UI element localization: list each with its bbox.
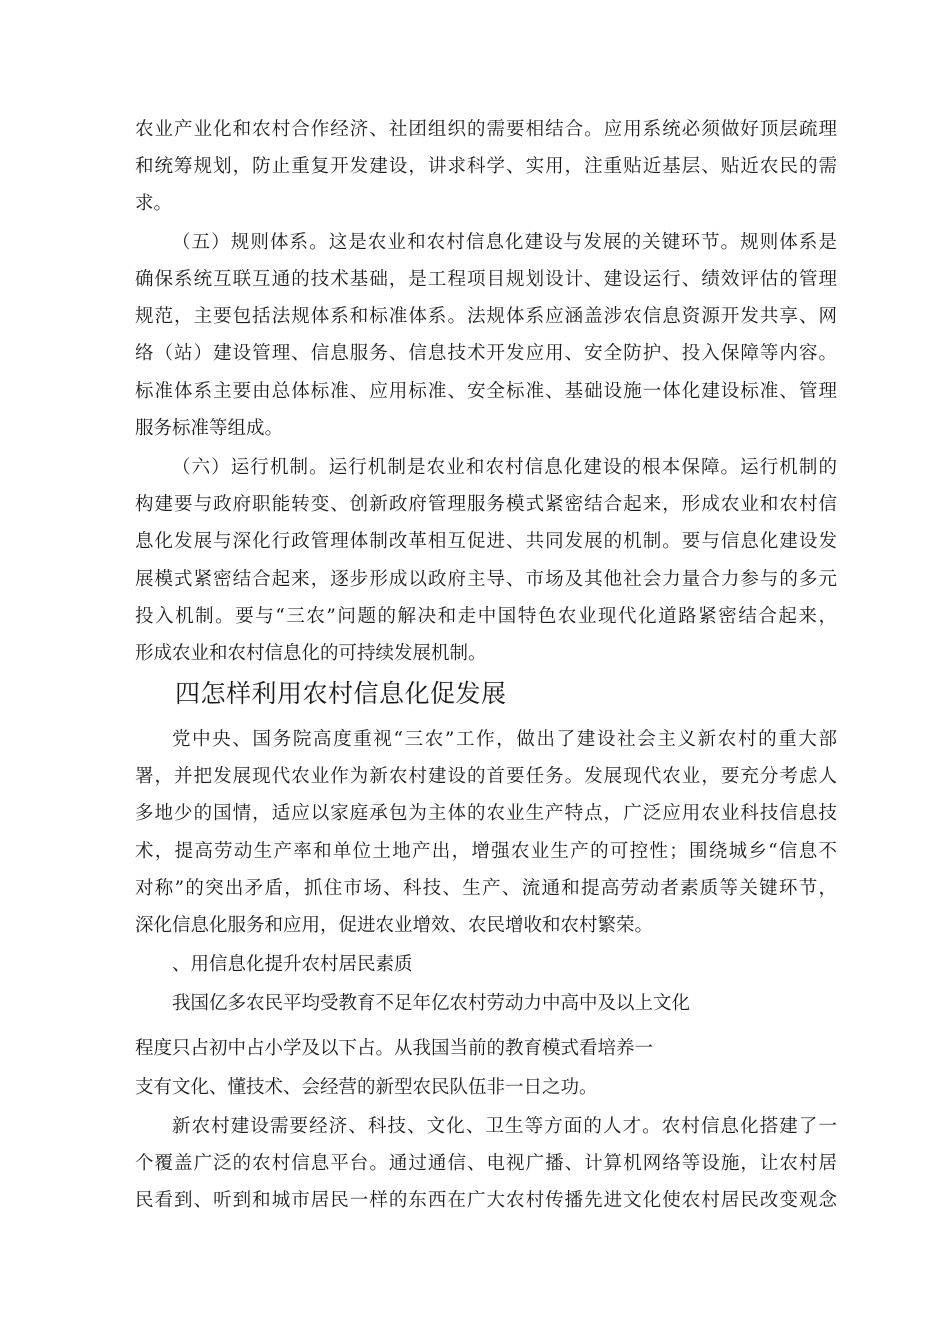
paragraph-line: 多地少的国情，适应以家庭承包为主体的农业生产特点，广泛应用农业科技信息技 [135,803,837,824]
paragraph-line: 农业产业化和农村合作经济、社团组织的需要相结合。应用系统必须做好顶层疏理 [135,119,837,140]
paragraph-line: 服务标准等组成。 [135,418,284,439]
paragraph-line: 规范，主要包括法规体系和标准体系。法规体系应涵盖涉农信息资源开发共享、网 [135,306,837,327]
paragraph-line: 息化发展与深化行政管理体制改革相互促进、共同发展的机制。要与信息化建设发 [135,531,837,552]
paragraph-line: 程度只占初中占小学及以下占。从我国当前的教育模式看培养一 [135,1038,654,1059]
paragraph-line: 个覆盖广泛的农村信息平台。通过通信、电视广播、计算机网络等设施，让农村居 [135,1153,837,1174]
paragraph-line: 民看到、听到和城市居民一样的东西在广大农村传播先进文化使农村居民改变观念 [135,1190,837,1211]
subsection-heading: 、用信息化提升农村居民素质 [172,954,413,975]
paragraph-line: 新农村建设需要经济、科技、文化、卫生等方面的人才。农村信息化搭建了一 [172,1116,837,1137]
paragraph-line: 对称”的突出矛盾，抓住市场、科技、生产、流通和提高劳动者素质等关键环节， [135,878,837,899]
paragraph-line: （六）运行机制。运行机制是农业和农村信息化建设的根本保障。运行机制的 [172,457,837,478]
paragraph-line: 投入机制。要与“三农”问题的解决和走中国特色农业现代化道路紧密结合起来， [135,606,837,627]
paragraph-line: 标准体系主要由总体标准、应用标准、安全标准、基础设施一体化建设标准、管理 [135,381,837,402]
paragraph-line: 构建要与政府职能转变、创新政府管理服务模式紧密结合起来，形成农业和农村信 [135,494,837,515]
paragraph-line: （五）规则体系。这是农业和农村信息化建设与发展的关键环节。规则体系是 [172,232,837,253]
paragraph-line: 形成农业和农村信息化的可持续发展机制。 [135,643,487,664]
paragraph-line: 我国亿多农民平均受教育不足年亿农村劳动力中高中及以上文化 [172,993,691,1014]
section-heading: 四怎样利用农村信息化促发展 [175,679,507,708]
paragraph-line: 展模式紧密结合起来，逐步形成以政府主导、市场及其他社会力量合力参与的多元 [135,569,837,590]
paragraph-line: 确保系统互联互通的技术基础，是工程项目规划设计、建设运行、绩效评估的管理 [135,269,837,290]
paragraph-line: 络（站）建设管理、信息服务、信息技术开发应用、安全防护、投入保障等内容。 [135,343,837,364]
paragraph-line: 署，并把发展现代农业作为新农村建设的首要任务。发展现代农业，要充分考虑人 [135,766,837,787]
paragraph-line: 求。 [135,193,173,214]
paragraph-line: 深化信息化服务和应用，促进农业增效、农民增收和农村繁荣。 [135,915,654,936]
paragraph-line: 术，提高劳动生产率和单位土地产出，增强农业生产的可控性；围绕城乡“信息不 [135,841,837,862]
paragraph-line: 党中央、国务院高度重视“三农”工作，做出了建设社会主义新农村的重大部 [172,729,837,750]
paragraph-line: 和统筹规划，防止重复开发建设，讲求科学、实用，注重贴近基层、贴近农民的需 [135,156,837,177]
paragraph-line: 支有文化、懂技术、会经营的新型农民队伍非一日之功。 [135,1077,598,1098]
